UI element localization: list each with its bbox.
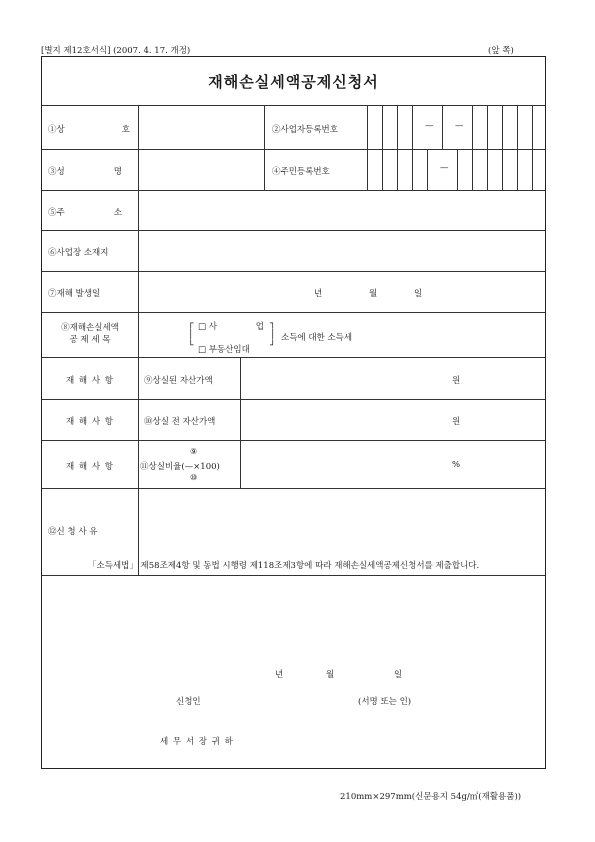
- row-divider: [42, 575, 545, 576]
- field-label-assets-before: ⑩상실 전 자산가액: [144, 417, 216, 427]
- row-divider: [42, 230, 545, 231]
- row-divider: [42, 399, 545, 400]
- paper-spec-footnote: 210mm×297mm(신문용지 54g/㎡(재활용품)): [340, 792, 522, 802]
- label-part: —×100): [184, 462, 220, 472]
- bracket-mid-right: │: [270, 330, 276, 340]
- field-label-reason: ⑫신 청 사 유: [48, 527, 98, 537]
- recipient-label: 세 무 서 장 귀 하: [160, 737, 234, 747]
- digit-box-divider: [382, 105, 383, 149]
- label-part: ⑪상실비율(: [140, 462, 185, 472]
- field-label-business-reg-no: ②사업자등록번호: [272, 125, 338, 135]
- digit-box-divider: [502, 149, 503, 190]
- reg-no-dash: —: [425, 121, 434, 131]
- page-side-label: (앞 쪽): [488, 46, 514, 56]
- unit-won: 원: [452, 376, 461, 386]
- tax-item-suffix: 소득에 대한 소득세: [281, 333, 353, 343]
- disaster-section-label: 재 해 사 항: [66, 376, 114, 386]
- bracket-top-left: ┌: [188, 319, 194, 329]
- checkbox-label: 업: [255, 322, 264, 332]
- digit-box-divider: [517, 105, 518, 149]
- label-part: ③성: [48, 167, 65, 177]
- digit-box-divider: [487, 149, 488, 190]
- field-label-tax-item: [44, 322, 136, 346]
- unit-percent: %: [452, 460, 461, 470]
- label-part: 명: [113, 167, 122, 177]
- field-label-address: [48, 206, 122, 218]
- bracket-bottom-right: ┘: [270, 341, 276, 351]
- digit-box-divider: [382, 149, 383, 190]
- field-label-business-location: ⑥사업장 소재지: [48, 248, 109, 258]
- declaration-paragraph: 「소득세법」 제58조제4항 및 동법 시행령 제118조제3항에 따라 재해손실세액공제신청서를 제출합니다.: [88, 561, 480, 571]
- row-divider: [42, 357, 545, 358]
- row-divider: [42, 312, 545, 313]
- row-divider: [42, 488, 545, 489]
- label-part: ①상: [48, 125, 65, 135]
- bracket-bottom-left: └: [188, 341, 194, 351]
- field-label-name: [48, 165, 122, 177]
- digit-box-divider: [397, 105, 398, 149]
- digit-box-divider: [412, 149, 413, 190]
- label-line: ⑧재해손실세액: [61, 323, 119, 333]
- column-divider: [264, 105, 265, 190]
- unit-won: 원: [452, 417, 461, 427]
- digit-box-divider: [532, 105, 533, 149]
- signature-label: (서명 또는 인): [358, 697, 412, 707]
- digit-box-divider: [502, 105, 503, 149]
- applicant-label: 신청인: [176, 697, 201, 707]
- ratio-numerator: ⑨: [190, 447, 198, 456]
- column-divider: [240, 357, 241, 488]
- row-divider: [42, 105, 545, 106]
- field-label-resident-reg-no: ④주민등록번호: [272, 167, 330, 177]
- digit-box-divider: [472, 105, 473, 149]
- label-column-divider: [138, 105, 139, 575]
- form-frame: [41, 56, 546, 769]
- column-divider: [367, 105, 368, 190]
- field-label-trade-name: [48, 123, 130, 135]
- sign-date-year: 년: [275, 670, 284, 680]
- row-divider: [42, 190, 545, 191]
- digit-box-divider: [487, 105, 488, 149]
- label-part: 소: [113, 208, 122, 218]
- field-label-loss-ratio: [140, 460, 220, 472]
- disaster-section-label: 재 해 사 항: [66, 462, 114, 472]
- disaster-section-label: 재 해 사 항: [66, 417, 114, 427]
- sign-date-day: 일: [394, 670, 403, 680]
- bracket-top-right: ┐: [270, 319, 276, 329]
- label-part: 호: [121, 125, 130, 135]
- label-part: ⑤주: [48, 208, 65, 218]
- digit-box-divider: [427, 149, 428, 190]
- resident-no-dash: —: [440, 163, 449, 173]
- checkbox-label: □ 사: [198, 322, 217, 332]
- row-divider: [42, 149, 545, 150]
- digit-box-divider: [442, 105, 443, 149]
- date-year-label: 년: [314, 289, 323, 299]
- field-label-disaster-date: ⑦재해 발생일: [48, 289, 101, 299]
- checkbox-business-income[interactable]: [198, 320, 264, 332]
- row-divider: [42, 440, 545, 441]
- date-day-label: 일: [414, 289, 423, 299]
- digit-box-divider: [412, 105, 413, 149]
- form-title: 재해손실세액공제신청서: [208, 73, 379, 91]
- digit-box-divider: [472, 149, 473, 190]
- digit-box-divider: [532, 149, 533, 190]
- bracket-mid-left: │: [188, 330, 194, 340]
- row-divider: [42, 271, 545, 272]
- sign-date-month: 월: [326, 670, 335, 680]
- checkbox-real-estate-rental[interactable]: □ 부동산임대: [198, 345, 250, 355]
- ratio-denominator: ⑩: [190, 473, 198, 482]
- digit-box-divider: [457, 149, 458, 190]
- date-month-label: 월: [369, 289, 378, 299]
- label-line: 공 제 세 목: [69, 335, 111, 345]
- digit-box-divider: [517, 149, 518, 190]
- field-label-lost-assets: ⑨상실된 자산가액: [144, 376, 213, 386]
- form-number-label: [별지 제12호서식] (2007. 4. 17. 개정): [41, 46, 191, 56]
- digit-box-divider: [397, 149, 398, 190]
- reg-no-dash: —: [455, 121, 464, 131]
